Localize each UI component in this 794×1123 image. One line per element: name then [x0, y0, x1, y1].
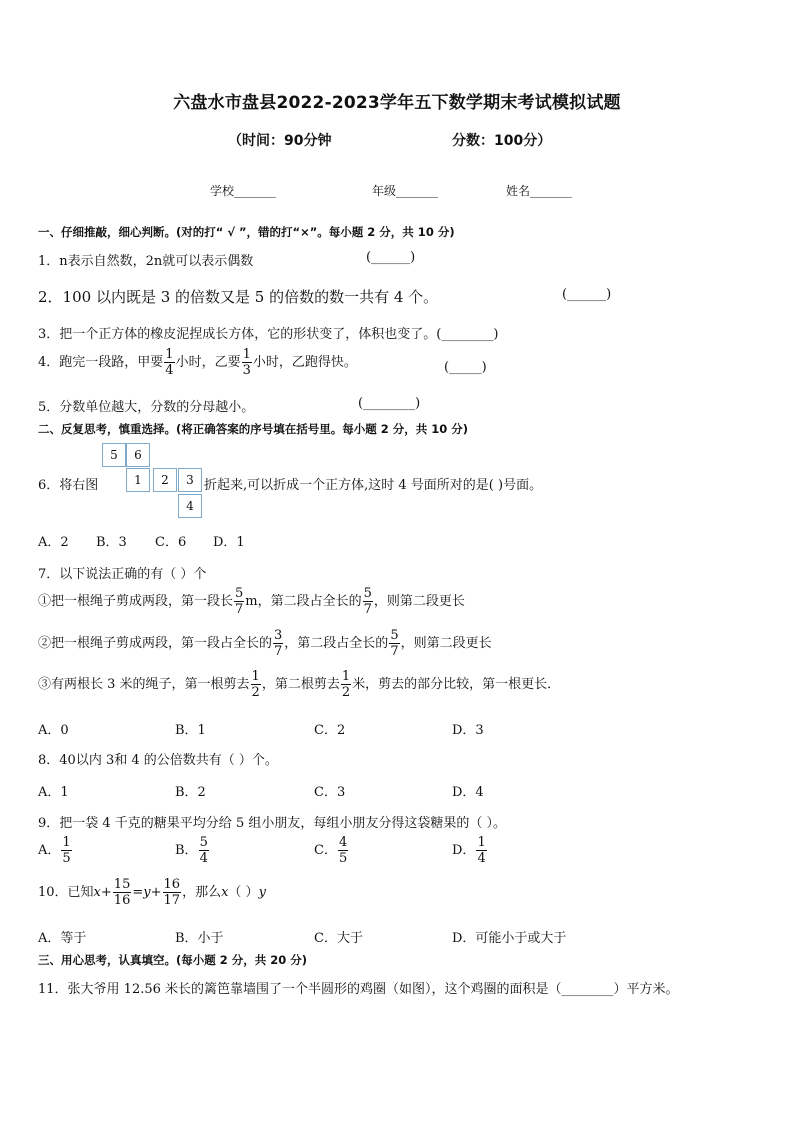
numerator: 1 — [165, 347, 174, 362]
q10-option-b: B．小于 — [175, 931, 224, 946]
denominator: 7 — [363, 602, 372, 617]
q7-option-d: D．3 — [452, 723, 484, 738]
fraction — [341, 670, 351, 699]
q7-l1-c: ，则第二段更长 — [373, 594, 465, 609]
var-x: x — [221, 885, 229, 900]
numerator: 1 — [242, 347, 251, 362]
question-8: 8．40以内 3和 4 的公倍数共有（ ）个。 — [38, 753, 278, 768]
q6-option-b: B．3 — [96, 535, 127, 550]
score-label: 分数：100分） — [452, 133, 552, 149]
numerator: 5 — [235, 586, 244, 601]
q4-text-c: 小时，乙跑得快。 — [252, 355, 357, 370]
time-label: （时间：90分钟 — [228, 133, 332, 149]
denominator: 5 — [338, 851, 348, 866]
numerator: 3 — [274, 628, 283, 643]
denominator: 7 — [390, 644, 399, 659]
answer-paren: （ ） — [228, 885, 259, 900]
plus-sign: + — [100, 885, 112, 900]
net-cell-4: 4 — [178, 494, 202, 518]
question-1-blank: (______) — [366, 250, 416, 265]
question-6-pre: 6．将右图 — [38, 478, 99, 493]
numerator: 1 — [62, 835, 71, 850]
denominator: 7 — [274, 644, 283, 659]
grade-field: 年级_______ — [372, 184, 439, 198]
net-cell-5: 5 — [102, 443, 126, 467]
numerator: 15 — [113, 877, 131, 892]
question-2: 2．100 以内既是 3 的倍数又是 5 的倍数的数一共有 4 个。 — [38, 288, 439, 306]
fraction — [363, 587, 373, 616]
q7-l3-b: ，第二根剪去 — [261, 677, 340, 692]
question-5-blank: (________) — [358, 396, 421, 411]
fraction — [61, 836, 71, 865]
question-7-line-2 — [38, 629, 492, 658]
question-7-line-3 — [38, 670, 560, 699]
numerator: 5 — [363, 586, 372, 601]
numerator: 4 — [338, 835, 348, 850]
fraction — [234, 587, 244, 616]
var-y: y — [258, 885, 266, 900]
question-4 — [38, 348, 357, 377]
fraction — [389, 629, 399, 658]
fraction — [163, 878, 182, 907]
q7-l2-c: ，则第二段更长 — [400, 636, 492, 651]
q7-l3-c: 米，剪去的部分比较，第一根更长． — [352, 677, 561, 692]
q4-text-b: 小时，乙要 — [175, 355, 241, 370]
q9-option-a — [38, 836, 73, 865]
denominator: 5 — [62, 851, 71, 866]
denominator: 4 — [199, 851, 208, 866]
section-1-heading: 一、仔细推敲，细心判断。(对的打“ √ ”，错的打“×”。每小题 2 分，共 10 分) — [38, 225, 455, 239]
denominator: 17 — [163, 893, 181, 908]
denominator: 4 — [477, 851, 486, 866]
school-field: 学校_______ — [210, 184, 277, 198]
denominator: 3 — [242, 363, 251, 378]
q7-option-c: C．2 — [314, 723, 346, 738]
fraction — [242, 348, 252, 377]
denominator: 4 — [165, 363, 174, 378]
q7-option-b: B．1 — [175, 723, 206, 738]
net-cell-6: 6 — [126, 443, 150, 467]
question-5: 5．分数单位越大，分数的分母越小。 — [38, 400, 255, 415]
option-letter: A． — [38, 843, 61, 858]
numerator: 16 — [163, 877, 181, 892]
option-letter: D． — [452, 843, 476, 858]
var-x: x — [93, 885, 101, 900]
net-cell-1: 1 — [126, 468, 150, 492]
numerator: 5 — [199, 835, 208, 850]
question-1 — [38, 250, 253, 269]
question-4-blank: (_____) — [444, 360, 487, 375]
q7-l1-a: ①把一根绳子剪成两段，第一段长 — [38, 594, 234, 609]
q7-l1-b: m，第二段占全长的 — [245, 594, 362, 609]
net-cell-3: 3 — [178, 468, 202, 492]
q10-text-b: ，那么 — [182, 885, 222, 900]
numerator: 5 — [390, 628, 399, 643]
q6-option-d: D．1 — [213, 535, 245, 550]
q10-option-d: D．可能小于或大于 — [452, 931, 567, 946]
question-3: 3．把一个正方体的橡皮泥捏成长方体，它的形状变了，体积也变了。(________) — [38, 327, 499, 342]
q10-option-c: C．大于 — [314, 931, 363, 946]
q8-option-c: C．3 — [314, 785, 346, 800]
q9-option-b — [175, 836, 210, 865]
fraction — [113, 878, 132, 907]
denominator: 7 — [235, 602, 244, 617]
numerator: 1 — [251, 669, 260, 684]
section-3-heading: 三、用心思考，认真填空。(每小题 2 分，共 20 分) — [38, 953, 308, 967]
numerator: 1 — [341, 669, 351, 684]
q6-option-a: A．2 — [38, 535, 69, 550]
q10-text-a: 10．已知 — [38, 885, 94, 900]
numerator: 1 — [477, 835, 486, 850]
q7-l2-b: ，第二段占全长的 — [284, 636, 389, 651]
question-6-post: 折起来,可以折成一个正方体,这时 4 号面所对的是( )号面。 — [204, 478, 543, 493]
q7-l3-a: ③有两根长 3 米的绳子，第一根剪去 — [38, 677, 250, 692]
option-letter: B． — [175, 843, 198, 858]
question-11: 11．张大爷用 12.56 米长的篱笆靠墙围了一个半圆形的鸡圈（如图），这个鸡圈的面积是（________）平方米。 — [38, 982, 679, 997]
q8-option-a: A．1 — [38, 785, 69, 800]
question-10 — [38, 878, 266, 907]
fraction — [273, 629, 283, 658]
plus-sign: + — [150, 885, 162, 900]
fraction — [338, 836, 348, 865]
var-y: y — [143, 885, 151, 900]
question-9: 9．把一袋 4 千克的糖果平均分给 5 组小朋友，每组小朋友分得这袋糖果的（ ）。 — [38, 816, 506, 831]
q8-option-d: D．4 — [452, 785, 484, 800]
denominator: 2 — [341, 685, 351, 700]
denominator: 2 — [251, 685, 260, 700]
q7-l2-a: ②把一根绳子剪成两段，第一段占全长的 — [38, 636, 273, 651]
q6-option-c: C．6 — [155, 535, 187, 550]
section-2-heading: 二、反复思考，慎重选择。(将正确答案的序号填在括号里。每小题 2 分，共 10 分) — [38, 422, 469, 436]
equals-sign: = — [132, 885, 144, 900]
q10-option-a: A．等于 — [38, 931, 87, 946]
q9-option-c — [314, 836, 349, 865]
fraction — [199, 836, 209, 865]
net-cell-2: 2 — [153, 468, 177, 492]
q4-text-a: 4．跑完一段路，甲要 — [38, 355, 164, 370]
name-field: 姓名_______ — [506, 184, 573, 198]
question-7-stem: 7．以下说法正确的有（ ）个 — [38, 567, 207, 582]
question-2-blank: (______) — [562, 287, 612, 302]
q8-option-b: B．2 — [175, 785, 206, 800]
q9-option-d — [452, 836, 488, 865]
fraction — [164, 348, 174, 377]
denominator: 16 — [113, 893, 131, 908]
option-letter: C． — [314, 843, 337, 858]
question-1-text: 1．n表示自然数，2n就可以表示偶数 — [38, 254, 254, 269]
question-7-line-1 — [38, 587, 465, 616]
q7-option-a: A．0 — [38, 723, 69, 738]
fraction — [476, 836, 486, 865]
page-title: 六盘水市盘县2022-2023学年五下数学期末考试模拟试题 — [173, 93, 621, 113]
fraction — [251, 670, 261, 699]
